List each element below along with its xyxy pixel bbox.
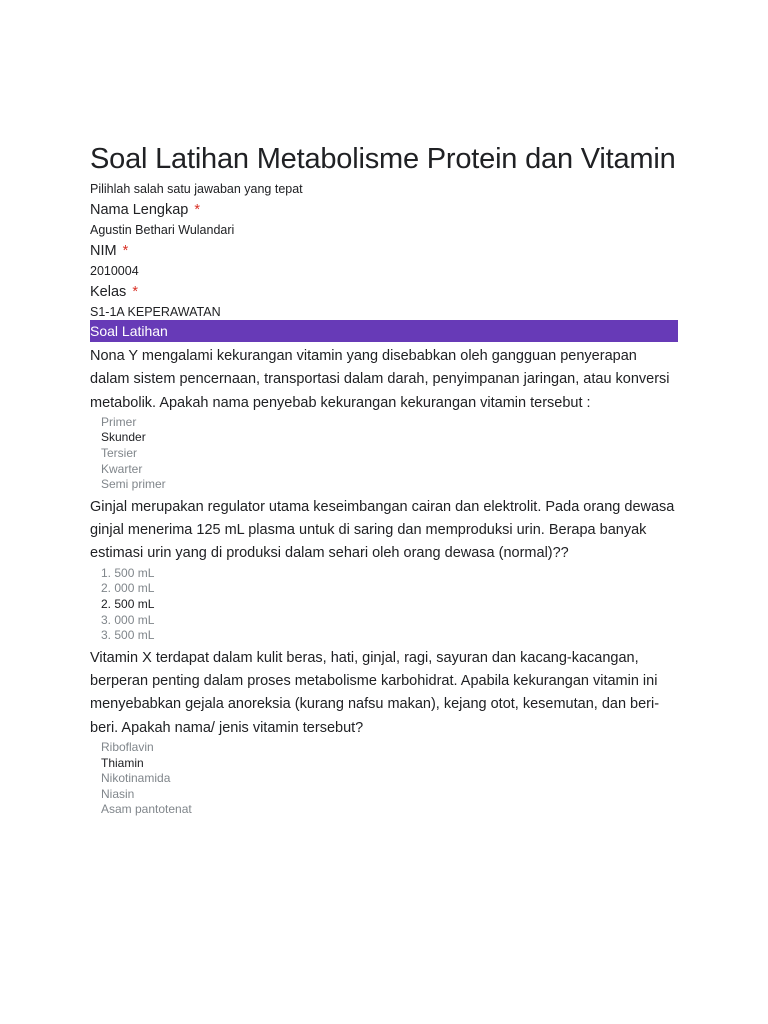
field-label-nim: [90, 241, 678, 261]
field-label-kelas: [90, 282, 678, 302]
required-asterisk: *: [122, 243, 129, 259]
required-asterisk: *: [132, 284, 138, 300]
field-kelas: [90, 282, 678, 320]
option-item[interactable]: 3. 000 mL: [101, 612, 155, 627]
question-text: Ginjal merupakan regulator utama keseimbangan cairan dan elektrolit. Pada orang dewasa ginjal menerima 125 mL plasma untuk di saring dan memproduksi urin. Berapa banyak estimasi urin yang di produksi dalam sehari oleh orang dewasa (normal)??: [90, 498, 675, 562]
options-list: [90, 740, 678, 818]
option-item[interactable]: Niasin: [101, 786, 135, 801]
option-item[interactable]: 3. 500 mL: [101, 628, 155, 643]
field-value-nama: Agustin Bethari Wulandari: [90, 223, 235, 237]
question-text: Vitamin X terdapat dalam kulit beras, hati, ginjal, ragi, sayuran dan kacang-kacangan, berperan penting dalam proses metabolisme karbohidrat. Apabila kekurangan vitamin ini menyebabkan gejala anoreksia (kurang nafsu makan), kejang otot, kesemutan, dan beri-beri. Apakah nama/ jenis vitamin tersebut?: [90, 649, 660, 736]
field-label-text: Nama Lengkap: [90, 202, 189, 218]
form-page: [90, 138, 678, 818]
field-label-text: Kelas: [90, 284, 127, 300]
field-label-nama: [90, 200, 678, 220]
required-asterisk: *: [194, 202, 201, 218]
option-item-selected[interactable]: 2. 500 mL: [101, 596, 155, 611]
field-value-nim: 2010004: [90, 264, 139, 278]
option-item-selected[interactable]: Skunder: [101, 430, 146, 445]
question-3: [90, 647, 678, 818]
section-header: Soal Latihan: [90, 320, 678, 342]
option-item[interactable]: Semi primer: [101, 477, 166, 492]
option-item[interactable]: Nikotinamida: [101, 771, 171, 786]
options-list: [90, 415, 678, 493]
field-nama: [90, 200, 678, 238]
field-label-text: NIM: [90, 243, 117, 259]
option-item[interactable]: Kwarter: [101, 461, 143, 476]
option-item[interactable]: Primer: [101, 414, 137, 429]
options-list: [90, 566, 678, 644]
form-description: Pilihlah salah satu jawaban yang tepat: [90, 182, 303, 196]
question-1: [90, 345, 678, 493]
form-title: Soal Latihan Metabolisme Protein dan Vitamin: [90, 143, 676, 175]
option-item[interactable]: Riboflavin: [101, 739, 154, 754]
question-text: Nona Y mengalami kekurangan vitamin yang disebabkan oleh gangguan penyerapan dalam sistem pencernaan, transportasi dalam darah, penyimpanan jaringan, atau konversi metabolik. Apakah nama penyebab kekurangan kekurangan vitamin tersebut :: [90, 348, 670, 411]
field-value-kelas: S1-1A KEPERAWATAN: [90, 305, 221, 319]
option-item[interactable]: Tersier: [101, 446, 138, 461]
option-item[interactable]: 2. 000 mL: [101, 581, 155, 596]
option-item[interactable]: 1. 500 mL: [101, 565, 155, 580]
option-item-selected[interactable]: Thiamin: [101, 755, 144, 770]
field-nim: [90, 241, 678, 279]
option-item[interactable]: Asam pantotenat: [101, 802, 192, 817]
question-2: [90, 496, 678, 644]
